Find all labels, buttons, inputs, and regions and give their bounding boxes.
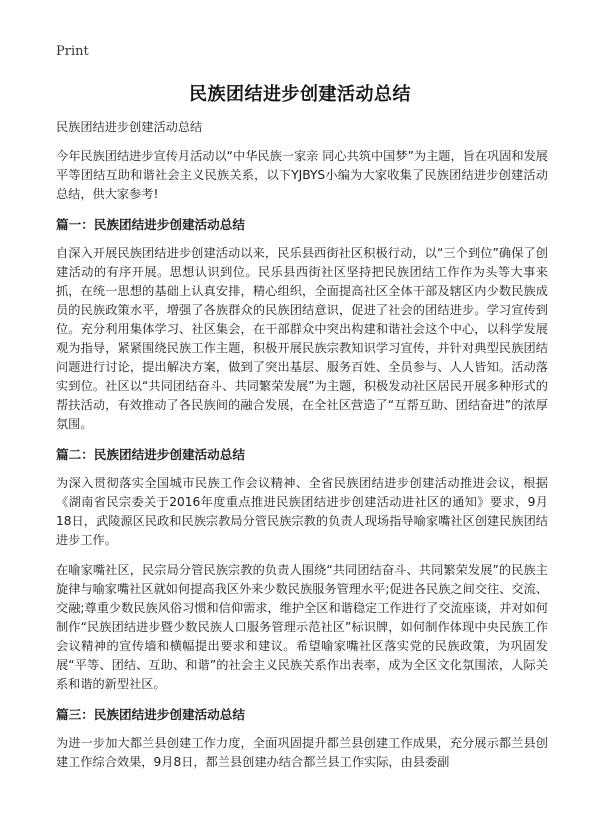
section-paragraph: 自深入开展民族团结进步创建活动以来，民乐县西街社区积极行动，以“三个到位”确保了创建活动的有序开展。思想认识到位。民乐县西街社区坚持把民族团结工作作为头等大事来抓，在统一思想的基础上认真安排，精心组织，全面提高社区全体干部及辖区内少数民族成员的民族政策水平，增强了各族群众的民族团结意识，促进了社会的团结进步。学习宣传到位。充分利用集体学习、社区集会，在干部群众中突出构建和谐社会这个中心，以科学发展观为指导，紧紧围绕民族工作主题，积极开展民族宗教知识学习宣传，并针对典型民族团结问题进行讨论，提出解决方案，做到了突出基层、服务百姓、全员参与、人人皆知。活动落实到位。社区以“共同团结奋斗、共同繁荣发展”为主题，积极发动社区居民开展多种形式的帮扶活动，有效推动了各民族间的融合发展，在全社区营造了“互帮互助、团结奋进”的浓厚氛围。 — [56, 246, 548, 431]
section-heading: 篇二：民族团结进步创建活动总结 — [56, 447, 245, 462]
section-3 — [56, 705, 548, 772]
section-heading: 篇三：民族团结进步创建活动总结 — [56, 707, 245, 722]
page-title: 民族团结进步创建活动总结 — [189, 84, 411, 105]
document-body — [56, 118, 548, 783]
section-1 — [56, 215, 548, 434]
section-paragraph: 在喻家嘴社区，民宗局分管民族宗教的负责人围绕“共同团结奋斗、共同繁荣发展”的民族主旋律与喻家嘴社区就如何提高我区外来少数民族服务管理水平;促进各民族之间交往、交流、交融;尊重少数民族风俗习惯和信仰需求，维护全区和谐稳定工作进行了交流座谈，并对如何制作“民族团结进步暨少数民族人口服务管理示范社区”标识牌，如何制作体现中央民族工作会议精神的宣传墙和横幅提出要求和建议。希望喻家嘴社区落实党的民族政策，为巩固发展“平等、团结、互助、和谐”的社会主义民族关系作出表率，成为全区文化氛围浓，人际关系和谐的新型社区。 — [56, 563, 548, 691]
document-subtitle: 民族团结进步创建活动总结 — [56, 120, 203, 134]
section-2 — [56, 445, 548, 694]
section-heading: 篇一：民族团结进步创建活动总结 — [56, 217, 245, 232]
section-paragraph: 为深入贯彻落实全国城市民族工作会议精神、全省民族团结进步创建活动推进会议，根据《湖南省民宗委关于2016年度重点推进民族团结进步创建活动进社区的通知》要求，9月18日，武陵源区民政和民族宗教局分管民族宗教的负责人现场指导喻家嘴社区创建民族团结进步工作。 — [56, 476, 548, 547]
intro-paragraph: 今年民族团结进步宣传月活动以“中华民族一家亲 同心共筑中国梦”为主题，旨在巩固和发展平等团结互助和谐社会主义民族关系，以下YJBYS小编为大家收集了民族团结进步创建活动总结，供大家参考! — [56, 149, 548, 201]
print-label[interactable]: Print — [56, 44, 89, 59]
section-paragraph: 为进一步加大都兰县创建工作力度，全面巩固提升都兰县创建工作成果，充分展示都兰县创建工作综合效果，9月8日，都兰县创建办结合都兰县工作实际，由县委副 — [56, 736, 548, 769]
